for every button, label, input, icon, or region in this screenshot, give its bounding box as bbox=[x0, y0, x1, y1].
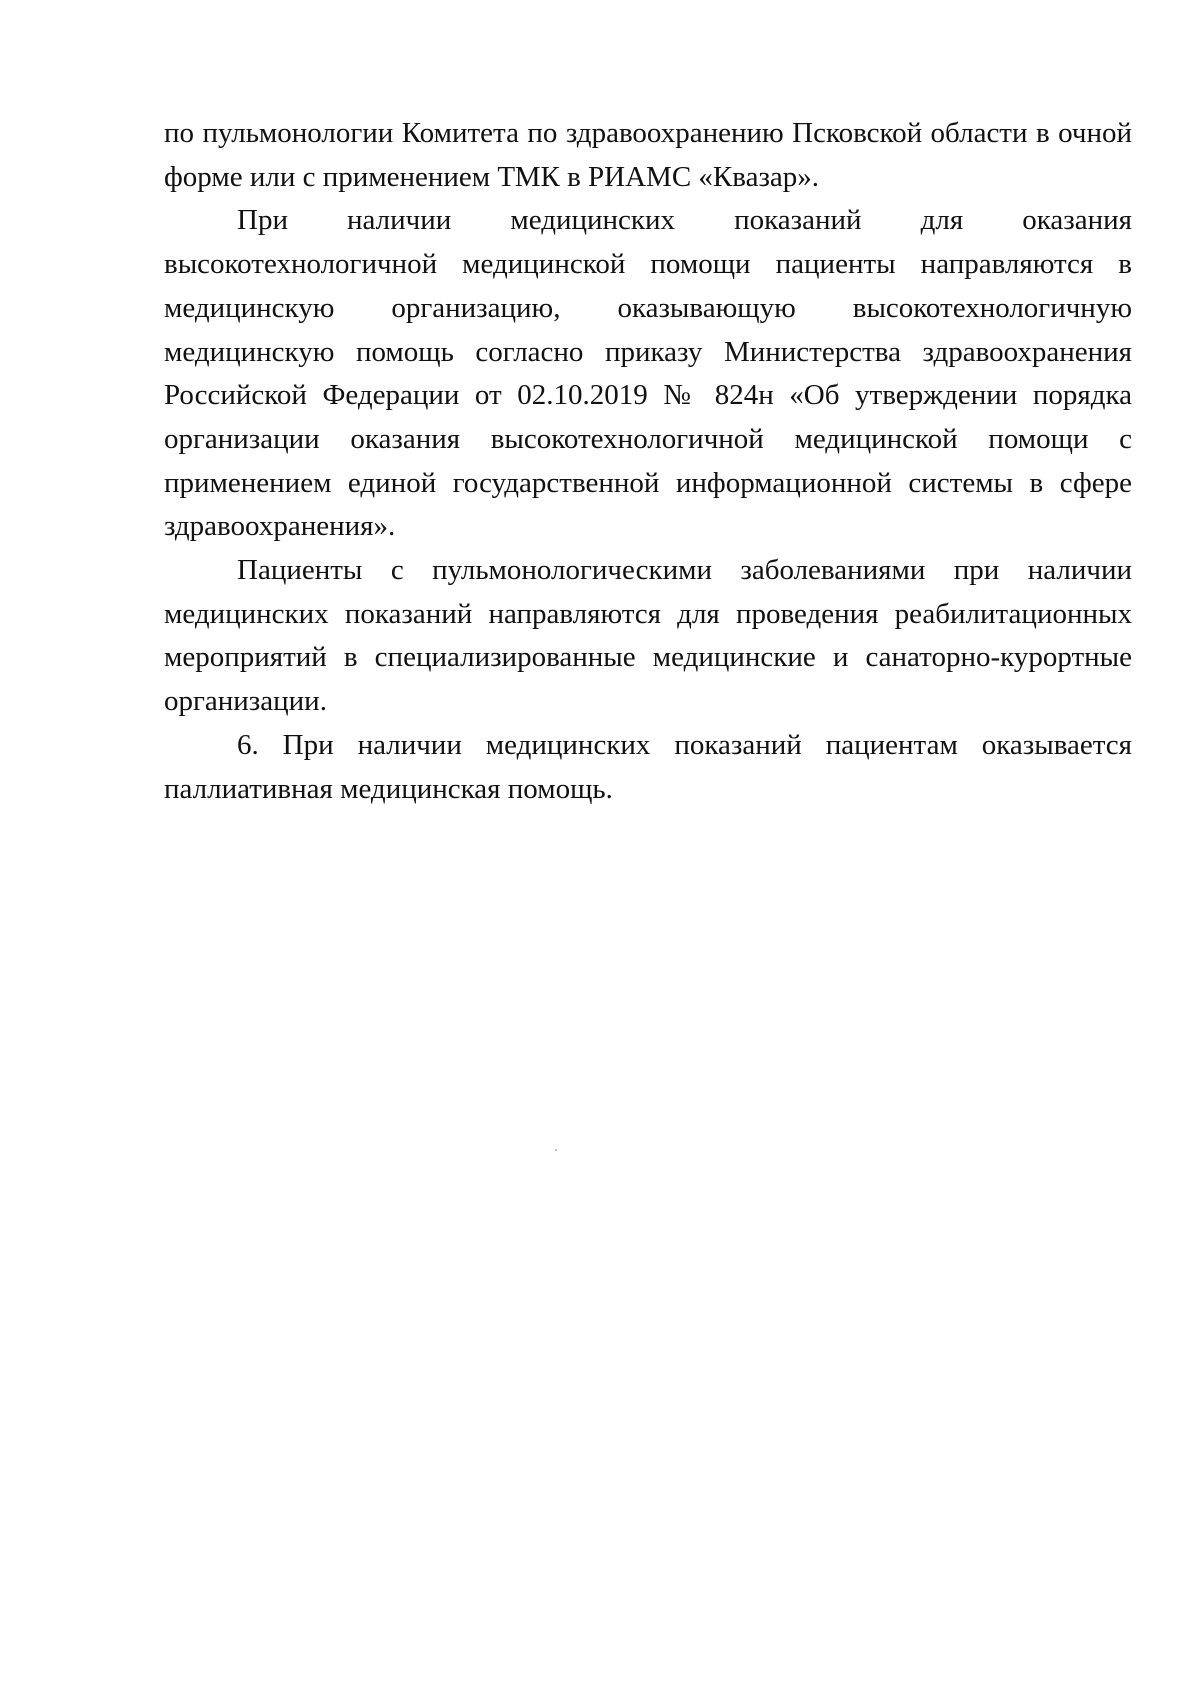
document-body bbox=[164, 112, 1132, 811]
paragraph-rehabilitation: Пациенты с пульмонологическими заболеваниями при наличии медицинских показаний направляются для проведения реабилитационных мероприятий в специализированные медицинские и санаторно-курортные организации. bbox=[164, 554, 1132, 718]
paragraph-palliative-care: 6. При наличии медицинских показаний пациентам оказывается паллиативная медицинская помощь. bbox=[164, 728, 1132, 805]
paragraph-high-tech-care: При наличии медицинских показаний для оказания высокотехнологичной медицинской помощи пациенты направляются в медицинскую организацию, оказывающую высокотехнологичную медицинскую помощь согласно приказу Министерства здравоохранения Российской Федерации от 02.10.2019 № 824н «Об утверждении порядка организации оказания высокотехнологичной медицинской помощи с применением единой государственной информационной системы в сфере здравоохранения». bbox=[164, 204, 1132, 543]
paragraph-continuation: по пульмонологии Комитета по здравоохранению Псковской области в очной форме или с применением ТМК в РИАМС «Квазар». bbox=[164, 117, 1132, 193]
scan-artifact-dot bbox=[555, 1149, 557, 1151]
